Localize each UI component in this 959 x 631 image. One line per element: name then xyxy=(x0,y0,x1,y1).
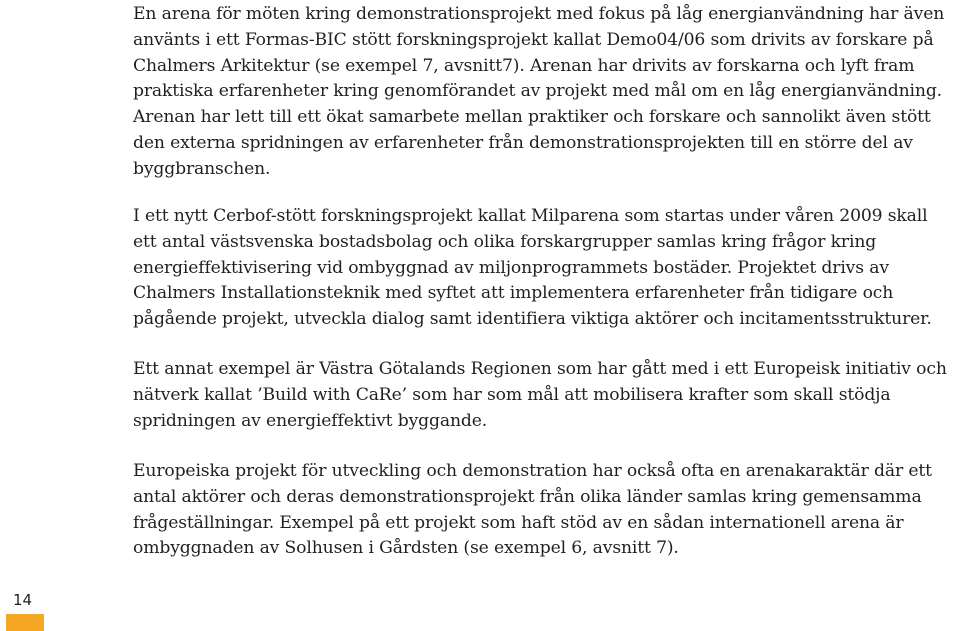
paragraph-build-with-care: Ett annat exempel är Västra Götalands Regionen som har gått med i ett Europeisk initiativ och nätverk kallat ’Build with CaRe’ som har som mål att mobilisera krafter som skall stödja spridningen av energieffektivt byggande. xyxy=(133,359,947,431)
paragraph-milparena: I ett nytt Cerbof-stött forskningsprojekt kallat Milparena som startas under våren 2009 skall ett antal västsvenska bostadsbolag och olika forskargrupper samlas kring frågor kring energieffektivisering vid ombyggnad av miljonprogrammets bostäder. Projektet drivs av Chalmers Installationsteknik med syftet att implementera erfarenheter från tidigare och pågående projekt, utveckla dialog samt identifiera viktiga aktörer och incitamentsstrukturer. xyxy=(133,206,932,330)
page-number: 14 xyxy=(13,591,33,609)
page-tab-marker xyxy=(6,614,44,631)
paragraph-arena-demo-projects: En arena för möten kring demonstrationsprojekt med fokus på låg energianvändning har även använts i ett Formas-BIC stött forskningsprojekt kallat Demo04/06 som drivits av forskare på Chalmers Arkitektur (se exempel 7, avsnitt7). Arenan har drivits av forskarna och lyft fram praktiska erfarenheter kring genomförandet av projekt med mål om en låg energianvändning. Arenan har lett till ett ökat samarbete mellan praktiker och forskare och sannolikt även stött den externa spridningen av erfarenheter från demonstrationsprojekten till en större del av byggbranschen. xyxy=(133,4,945,179)
paragraph-european-projects: Europeiska projekt för utveckling och demonstration har också ofta en arenakaraktär där ett antal aktörer och deras demonstrationsprojekt från olika länder samlas kring gemensamma frågeställningar. Exempel på ett projekt som haft stöd av en sådan internationell arena är ombyggnaden av Solhusen i Gårdsten (se exempel 6, avsnitt 7). xyxy=(133,461,932,559)
